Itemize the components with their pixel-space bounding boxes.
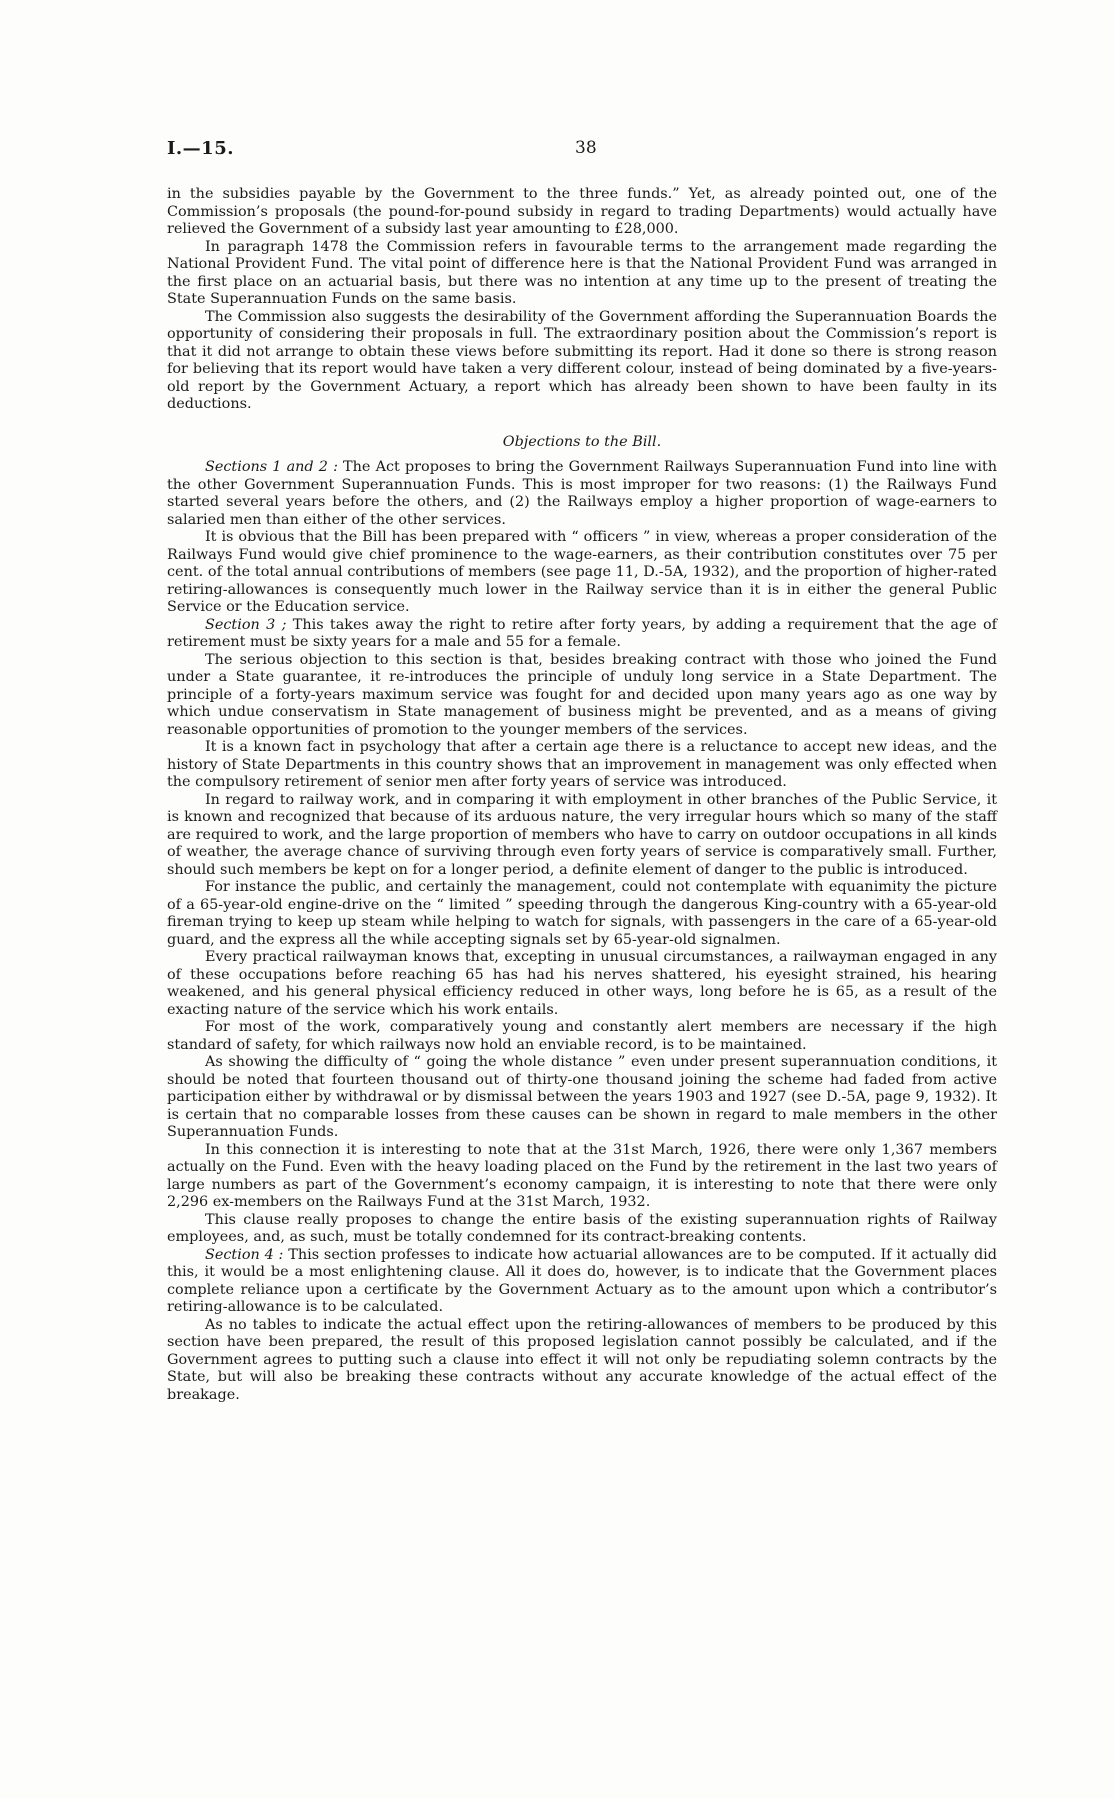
paragraph-text: This takes away the right to retire after forty years, by adding a requirement that the age of retirement must be sixty years for a male and 55 for a female. (167, 616, 998, 650)
paragraph: For instance the public, and certainly the management, could not contemplate with equanimity the picture of a 65-year-old engine-drive on the “ limited ” speeding through the dangerous King-country with a 65-year-old fireman trying to keep up steam while helping to watch for signals, with passengers in the care of a 65-year-old guard, and the express all the while accepting signals set by 65-year-old signalmen. (167, 879, 997, 948)
paragraph: This clause really proposes to change the entire basis of the existing superannuation rights of Railway employees, and, as such, must be totally condemned for its contract-breaking contents. (167, 1211, 997, 1245)
paragraph: In regard to railway work, and in comparing it with employment in other branches of the Public Service, it is known and recognized that because of its arduous nature, the very irregular hours which so many of the staff are required to work, and the large proportion of members who have to carry on outdoor occupations in all kinds of weather, the average chance of surviving through even forty years of service is comparatively small. Further, should such members be kept on for a longer period, a definite element of danger to the public is introduced. (167, 791, 997, 878)
section-label: Sections 1 and 2 : (205, 459, 338, 475)
document-reference: I.—15. (167, 138, 235, 159)
paragraph: The Commission also suggests the desirability of the Government affording the Superannuation Boards the opportunity of considering their proposals in full. The extraordinary position about the Commission’s report is that it did not arrange to obtain these views before submitting its report. Had it done so there is strong reason for believing that its report would have taken a very different colour, instead of being dominated by a five-years-old report by the Government Actuary, a report which has already been shown to have been faulty in its deductions. (167, 308, 997, 412)
paragraph: in the subsidies payable by the Government to the three funds.” Yet, as already pointed out, one of the Commission’s proposals (the pound-for-pound subsidy in regard to trading Departments) would actually have relieved the Government of a subsidy last year amounting to £28,000. (167, 186, 997, 237)
section-label: Section 4 : (205, 1246, 284, 1263)
paragraph: In this connection it is interesting to note that at the 31st March, 1926, there were only 1,367 members actually on the Fund. Even with the heavy loading placed on the Fund by the retirement in the last two years of large numbers as part of the Government’s economy campaign, it is interesting to note that there were only 2,296 ex-members on the Railways Fund at the 31st March, 1932. (167, 1141, 997, 1210)
paragraph-text: The Act proposes to bring the Government Railways Superannuation Fund into line with the other Government Superannuation Funds. This is most improper for two reasons: (1) the Railways Fund started several years before the others, and (2) the Railways employ a higher proportion of wage-earners to salaried men than either of the other services. (167, 459, 998, 528)
paragraph-section-4 (167, 1247, 997, 1317)
paragraph: As showing the difficulty of “ going the whole distance ” even under present superannuation conditions, it should be noted that fourteen thousand out of thirty-one thousand joining the scheme had faded from active participation either by withdrawal or by dismissal between the years 1903 and 1927 (see D.-5A, page 9, 1932). It is certain that no comparable losses from these causes can be shown in regard to male members in the other Superannuation Funds. (167, 1054, 997, 1140)
body-text (167, 186, 997, 1404)
page-number: 38 (575, 138, 597, 158)
paragraph: It is obvious that the Bill has been prepared with “ officers ” in view, whereas a proper consideration of the Railways Fund would give chief prominence to the wage-earners, as their contribution constitutes over 75 per cent. of the total annual contributions of members (see page 11, D.-5A, 1932), and the proportion of higher-rated retiring-allowances is consequently much lower in the Railway service than it is in either the general Public Service or the Education service. (167, 529, 997, 615)
paragraph: The serious objection to this section is that, besides breaking contract with those who joined the Fund under a State guarantee, it re-introduces the principle of unduly long service in a State Department. The principle of a forty-years maximum service was fought for and decided upon many years ago as one way by which undue conservatism in State management of business might be prevented, and as a means of giving reasonable opportunities of promotion to the younger members of the services. (167, 651, 997, 738)
page-header (167, 138, 997, 164)
paragraph-text: This section professes to indicate how actuarial allowances are to be computed. If it actually did this, it would be a most enlightening clause. All it does do, however, is to indicate that the Government places complete reliance upon a certificate by the Government Actuary as to the amount upon which a contributor’s retiring-allowance is to be calculated. (167, 1246, 997, 1315)
paragraph: In paragraph 1478 the Commission refers in favourable terms to the arrangement made regarding the National Provident Fund. The vital point of difference here is that the National Provident Fund was arranged in the first place on an actuarial basis, but there was no intention at any time up to the present of treating the State Superannuation Funds on the same basis. (167, 238, 997, 307)
paragraph-section-3 (167, 617, 997, 652)
section-heading: Objections to the Bill. (502, 433, 662, 450)
paragraph: Every practical railwayman knows that, excepting in unusual circumstances, a railwayman engaged in any of these occupations before reaching 65 has had his nerves shattered, his eyesight strained, his hearing weakened, and his general physical efficiency reduced in other ways, long before he is 65, as a result of the exacting nature of the service which his work entails. (167, 949, 997, 1018)
paragraph-sections-1-2 (167, 459, 997, 529)
paragraph: As no tables to indicate the actual effect upon the retiring-allowances of members to be produced by this section have been prepared, the result of this proposed legislation cannot possibly be calculated, and if the Government agrees to putting such a clause into effect it will not only be repudiating solemn contracts by the State, but will also be breaking these contracts without any accurate knowledge of the actual effect of the breakage. (167, 1316, 997, 1403)
paragraph: For most of the work, comparatively young and constantly alert members are necessary if the high standard of safety, for which railways now hold an enviable record, is to be maintained. (167, 1019, 997, 1053)
section-label: Section 3 ; (205, 616, 287, 633)
paragraph: It is a known fact in psychology that after a certain age there is a reluctance to accept new ideas, and the history of State Departments in this country shows that an improvement in management was only effected when the compulsory retirement of senior men after forty years of service was introduced. (167, 739, 997, 790)
